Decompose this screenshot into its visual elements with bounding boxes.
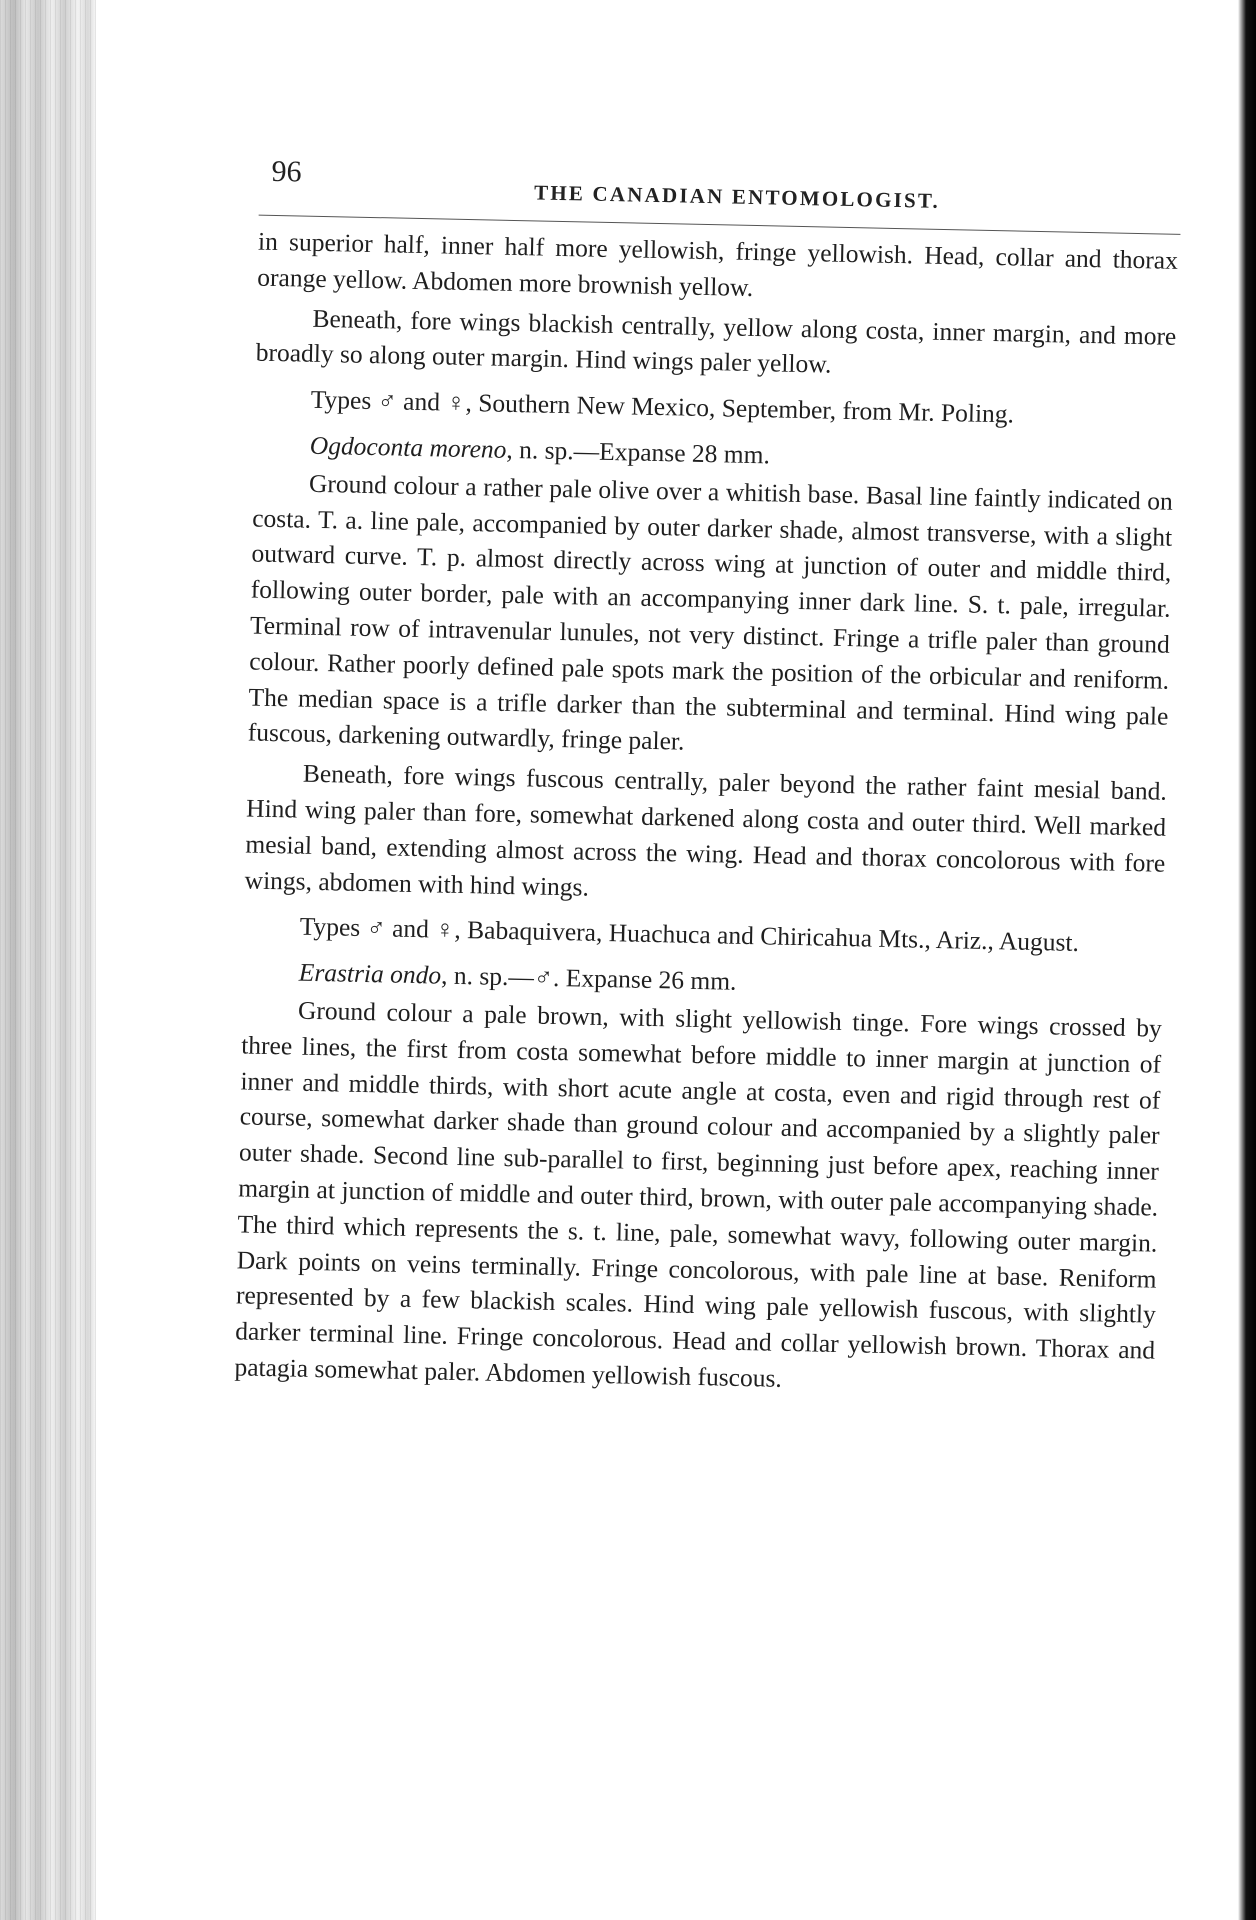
- book-page: [204, 150, 1188, 1408]
- page-header: [229, 150, 1188, 234]
- page-number: 96: [271, 154, 302, 189]
- scan-right-border: [1238, 0, 1256, 1920]
- paragraph-types-1: Types ♂ and ♀, Southern New Mexico, September, from Mr. Poling.: [310, 384, 1015, 429]
- paragraph-continued: in superior half, inner half more yellowish, fringe yellowish. Head, collar and thorax orange yellow. Abdomen more brownish yellow.: [257, 226, 1179, 302]
- article-body: [234, 224, 1178, 1405]
- paragraph-description-1: Ground colour a rather pale olive over a whitish base. Basal line faintly indicated on costa. T. a. line pale, accompanied by outer darker shade, almost transverse, with a slight outward curve. T. p. almost directly across wing at junction of outer and middle third, following outer border, pale with an accompanying inner dark line. S. t. pale, irregular. Terminal row of intravenular lunules, not very distinct. Fringe a trifle paler than ground colour. Rather poorly defined pale spots mark the position of the orbicular and reniform. The median space is a trifle darker than the subterminal and terminal. Hind wing pale fuscous, darkening outwardly, fringe paler.: [247, 468, 1174, 757]
- species-details: , n. sp.—♂. Expanse 26 mm.: [440, 960, 737, 996]
- species-name: Ogdoconta moreno: [309, 430, 507, 464]
- page-stack-lines: [0, 0, 96, 1920]
- paragraph-beneath-2: Beneath, fore wings fuscous centrally, paler beyond the rather faint mesial band. Hind wing paler than fore, somewhat darkened along costa and outer third. Well marked mesial band, extending almost across the wing. Head and thorax concolorous with fore wings, abdomen with hind wings.: [244, 758, 1168, 902]
- paragraph-beneath-1: Beneath, fore wings blackish centrally, yellow along costa, inner margin, and more broadly so along outer margin. Hind wings paler yellow.: [255, 303, 1177, 380]
- paragraph-description-2: Ground colour a pale brown, with slight yellowish tinge. Fore wings crossed by three lines, the first from costa somewhat before middle to inner margin at junction of inner and middle thirds, with short acute angle at costa, even and rigid through rest of course, somewhat darker shade than ground colour and accompanied by a slightly paler outer shade. Second line sub-parallel to first, beginning just before apex, reaching inner margin at junction of middle and outer third, brown, with outer pale accompanying shade. The third which represents the s. t. line, pale, somewhat wavy, following outer margin. Dark points on veins terminally. Fringe concolorous, with pale line at base. Reniform represented by a few blackish scales. Hind wing pale yellowish fuscous, with slightly darker terminal line. Fringe concolorous. Head and collar yellowish brown. Thorax and patagia somewhat paler. Abdomen yellowish fuscous.: [234, 995, 1163, 1393]
- species-name: Erastria ondo: [298, 957, 442, 990]
- species-details: , n. sp.—Expanse 28 mm.: [506, 434, 771, 470]
- running-title: THE CANADIAN ENTOMOLOGIST.: [533, 180, 941, 213]
- paragraph-types-2: Types ♂ and ♀, Babaquivera, Huachuca and Chiricahua Mts., Ariz., August.: [299, 911, 1080, 958]
